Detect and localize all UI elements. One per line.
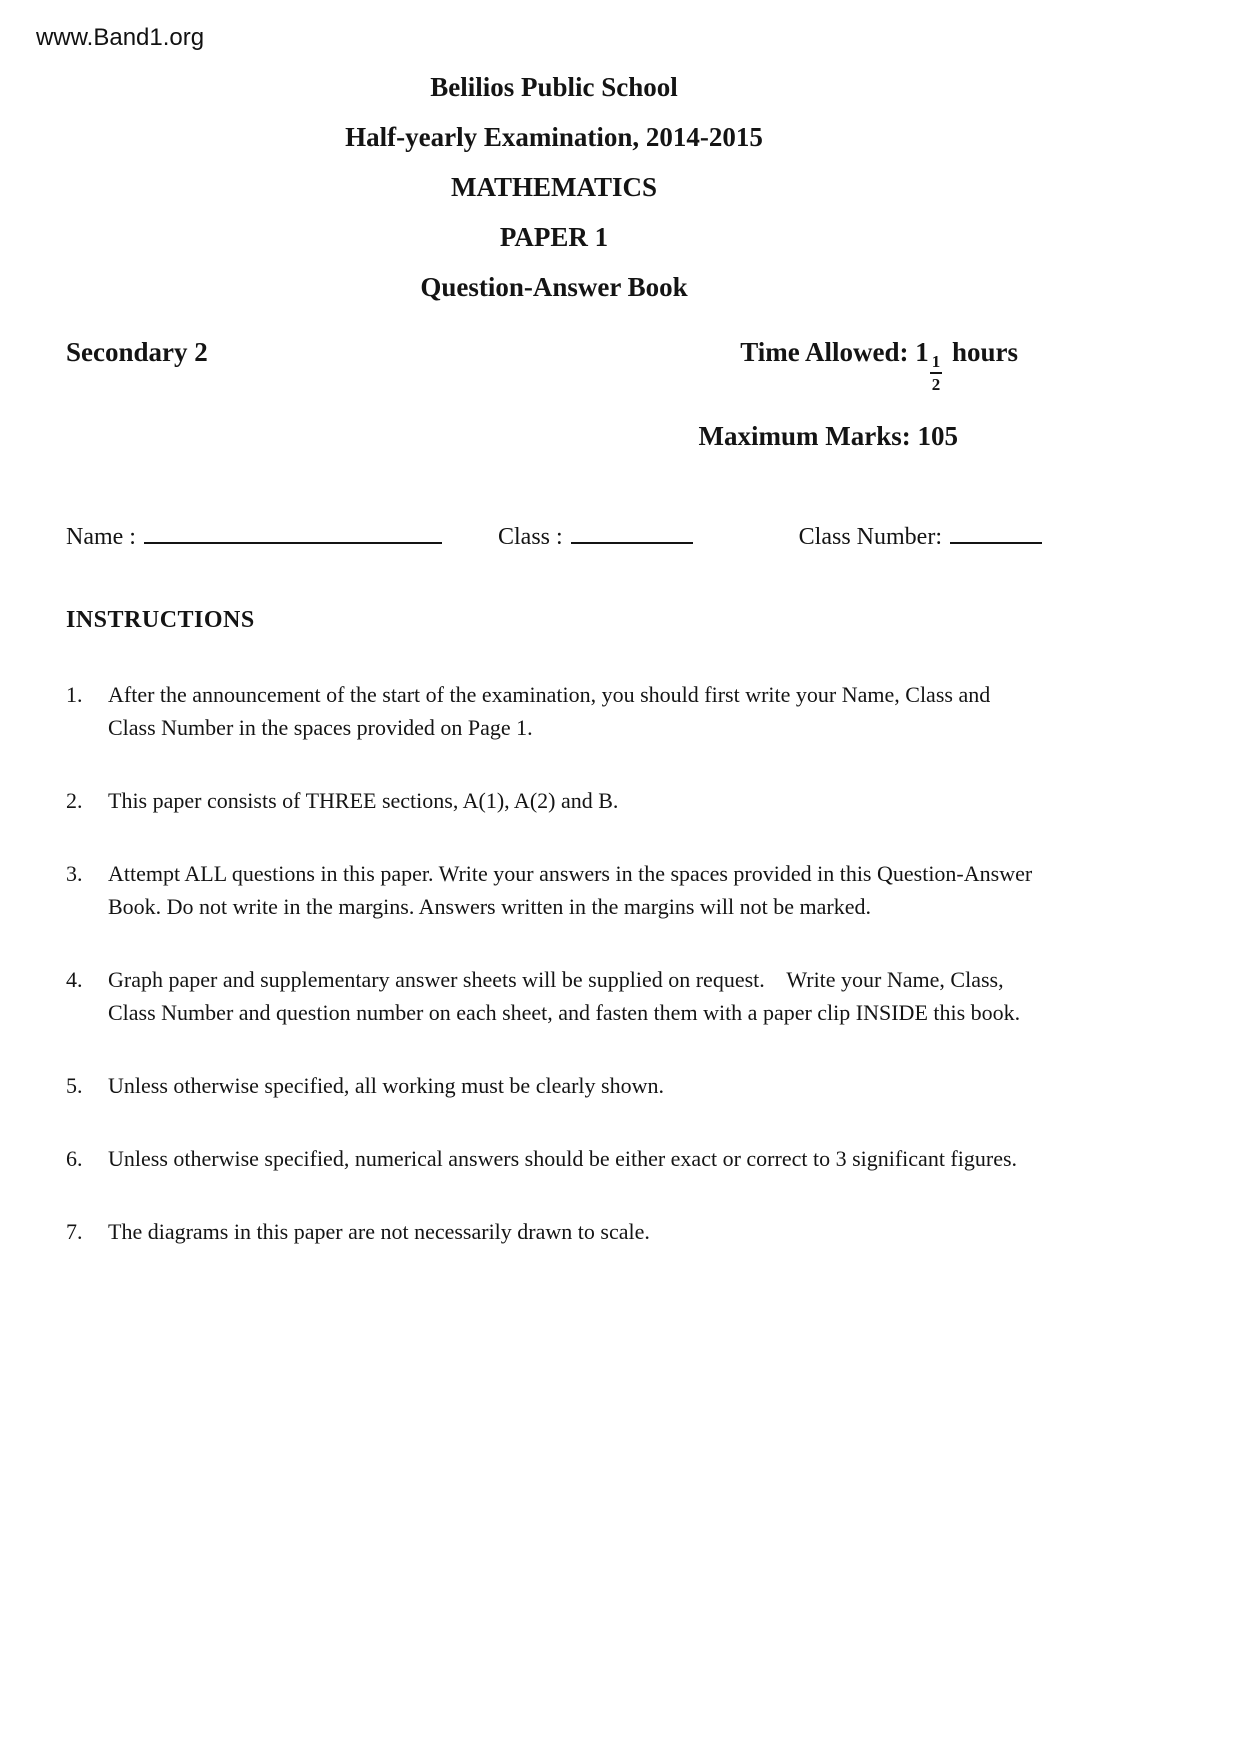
name-label: Name : [66, 524, 136, 550]
time-unit: hours [951, 337, 1018, 367]
meta-row [66, 337, 1042, 393]
instruction-text: Graph paper and supplementary answer sheets will be supplied on request. Write your Name, Class, Class Number and question number on each sheet, and fasten them with a paper clip INSIDE this book. [108, 967, 1021, 1025]
class-blank-line [571, 518, 693, 544]
book-title: Question-Answer Book [420, 272, 688, 302]
name-field [66, 518, 442, 551]
instruction-item [66, 1069, 1043, 1102]
fraction-denominator: 2 [931, 375, 941, 394]
instruction-number: 4. [66, 967, 83, 992]
instructions-list [66, 678, 1043, 1248]
watermark-url: www.Band1.org [36, 24, 205, 51]
instructions-heading: INSTRUCTIONS [66, 607, 255, 633]
instruction-text: Attempt ALL questions in this paper. Write your answers in the spaces provided in this Question-Answer Book. Do not write in the margins. Answers written in the margins will not be marked. [108, 861, 1038, 919]
class-field [498, 518, 693, 551]
paper-title: PAPER 1 [499, 222, 609, 252]
time-fraction [930, 353, 943, 393]
instruction-number: 5. [66, 1073, 83, 1098]
instruction-item [66, 857, 1043, 923]
time-allowed [740, 337, 1042, 393]
instruction-text: The diagrams in this paper are not necessarily drawn to scale. [108, 1219, 650, 1244]
instruction-item [66, 963, 1043, 1029]
candidate-fields-row [66, 518, 1042, 551]
time-allowed-label: Time Allowed: [740, 337, 909, 367]
class-number-label: Class Number: [798, 524, 942, 550]
class-label: Class : [497, 524, 563, 550]
instruction-number: 1. [66, 682, 83, 707]
instruction-item [66, 1215, 1043, 1248]
class-level: Secondary 2 [66, 337, 208, 367]
time-whole: 1 [915, 337, 929, 367]
instruction-number: 6. [66, 1146, 83, 1171]
title-block [66, 74, 1042, 301]
instruction-text: Unless otherwise specified, numerical answers should be either exact or correct to 3 significant figures. [108, 1146, 1018, 1171]
instruction-item [66, 784, 1043, 817]
class-number-field [799, 518, 1042, 551]
subject-title: MATHEMATICS [450, 172, 657, 202]
instruction-text: Unless otherwise specified, all working must be clearly shown. [108, 1073, 664, 1098]
fraction-numerator: 1 [930, 353, 943, 374]
instruction-text: This paper consists of THREE sections, A(1), A(2) and B. [108, 788, 619, 813]
instruction-item [66, 678, 1043, 744]
class-number-blank-line [950, 518, 1042, 544]
maximum-marks: Maximum Marks: 105 [698, 421, 958, 451]
school-name: Belilios Public School [430, 72, 678, 102]
name-blank-line [144, 518, 442, 544]
instruction-number: 7. [66, 1219, 83, 1244]
exam-title: Half-yearly Examination, 2014-2015 [345, 122, 763, 152]
instruction-item [66, 1142, 1043, 1175]
instruction-number: 3. [66, 861, 83, 886]
instruction-text: After the announcement of the start of the examination, you should first write your Name, Class and Class Number in the spaces provided on Page 1. [108, 682, 996, 740]
instruction-number: 2. [66, 788, 83, 813]
